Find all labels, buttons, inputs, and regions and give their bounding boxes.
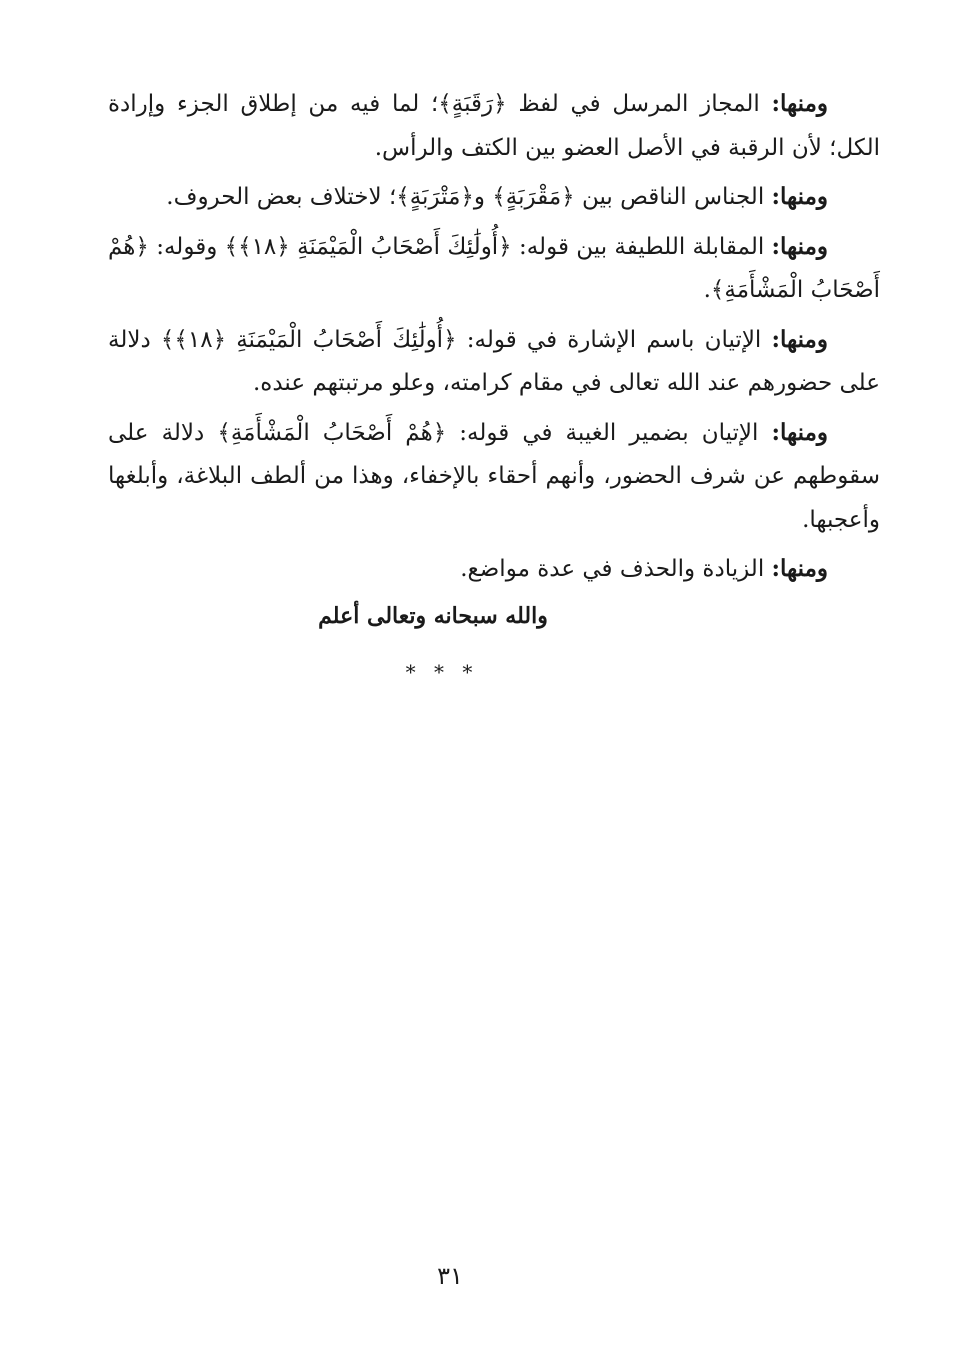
paragraph-text: المجاز المرسل في لفظ ﴿رَقَبَةٍ﴾؛ لما فيه من إطلاق الجزء وإرادة الكل؛ لأن الرقبة في الأصل العضو بين الكتف والرأس. [108, 91, 880, 161]
body-text [108, 82, 880, 597]
paragraph-4 [108, 318, 880, 406]
paragraph-lead: ومنها: [771, 90, 828, 117]
paragraph-lead: ومنها: [771, 232, 829, 260]
paragraph-lead: ومنها: [771, 183, 828, 210]
paragraph-6 [108, 547, 880, 592]
page-number: ٣١ [437, 1262, 463, 1290]
closing-phrase: والله سبحانه وتعالى أعلم [318, 603, 548, 629]
paragraph-lead: ومنها: [771, 325, 828, 353]
paragraph-lead: ومنها: [771, 418, 828, 446]
paragraph-3 [108, 225, 880, 313]
paragraph-text: الإتيان بضمير الغيبة في قوله: ﴿هُمْ أَصْحَابُ الْمَشْأَمَةِ﴾ دلالة على سقوطهم عن شرف الحضور، وأنهم أحقاء بالإخفاء، وهذا من ألطف البلاغة، وأبلغها وأعجبها. [108, 419, 880, 533]
section-separator: * * * [405, 660, 479, 684]
paragraph-1 [108, 82, 880, 170]
paragraph-lead: ومنها: [771, 555, 828, 582]
paragraph-text: الجناس الناقص بين ﴿مَقْرَبَةٍ﴾ و﴿مَتْرَبَةٍ﴾؛ لاختلاف بعض الحروف. [166, 184, 772, 210]
paragraph-2 [108, 175, 880, 220]
paragraph-text: الزيادة والحذف في عدة مواضع. [460, 556, 772, 582]
paragraph-text: الإتيان باسم الإشارة في قوله: ﴿أُولَٰئِكَ أَصْحَابُ الْمَيْمَنَةِ ﴿١٨﴾﴾ دلالة على حضورهم عند الله تعالى في مقام كرامته، وعلو مرتبتهم عنده. [108, 326, 880, 396]
paragraph-text: المقابلة اللطيفة بين قوله: ﴿أُولَٰئِكَ أَصْحَابُ الْمَيْمَنَةِ ﴿١٨﴾﴾ وقوله: ﴿هُمْ أَصْحَابُ الْمَشْأَمَةِ﴾. [108, 233, 880, 303]
paragraph-5 [108, 411, 880, 543]
